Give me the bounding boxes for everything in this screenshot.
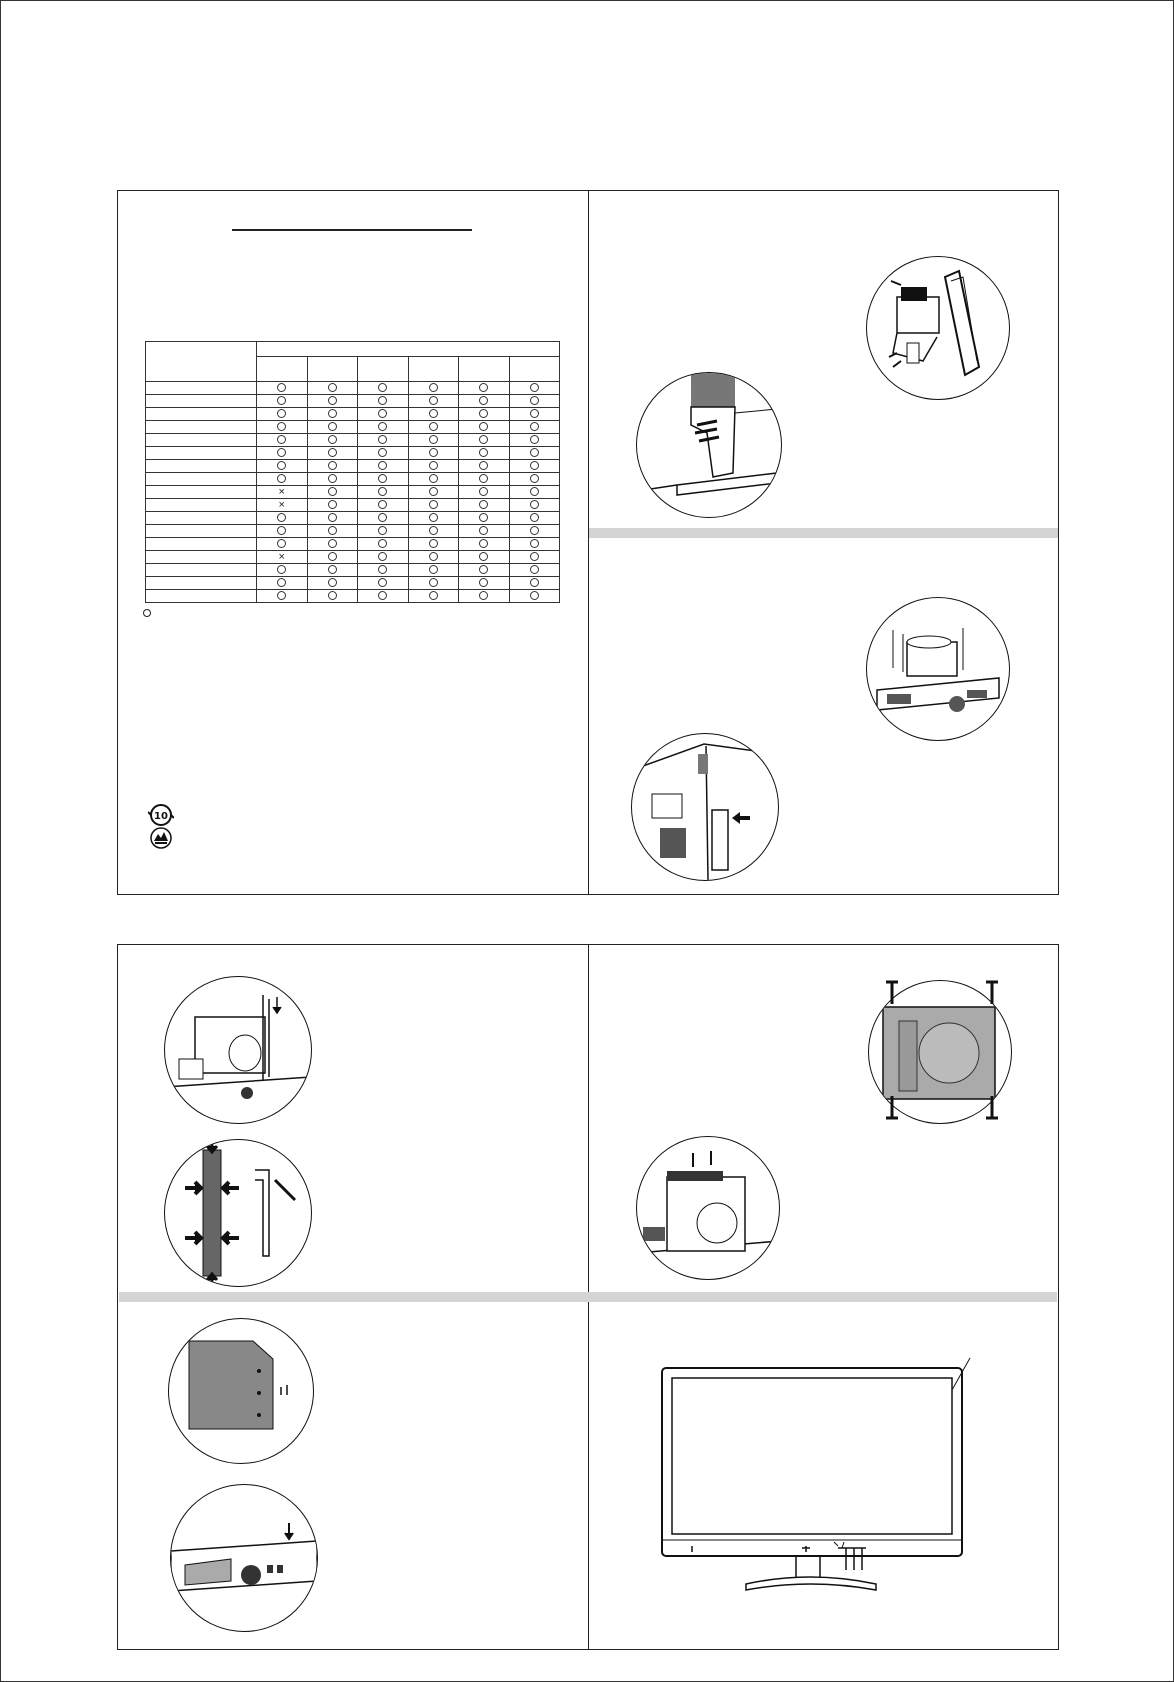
table-cell: [257, 564, 308, 577]
table-cell: [509, 421, 560, 434]
circle-mark-icon: [277, 422, 286, 431]
table-cell: [307, 512, 358, 525]
table-cell: [408, 408, 459, 421]
circle-mark-icon: [479, 500, 488, 509]
table-cell: [509, 473, 560, 486]
table-row-label-cell: [146, 590, 257, 603]
table-cell: [509, 512, 560, 525]
table-cell: [459, 434, 510, 447]
table-cell: [358, 564, 409, 577]
table-row-label-cell: [146, 486, 257, 499]
circle-mark-icon: [429, 513, 438, 522]
circle-mark-icon: [530, 513, 539, 522]
circle-mark-icon: [328, 409, 337, 418]
circle-mark-icon: [378, 461, 387, 470]
circle-mark-icon: [429, 526, 438, 535]
rohs-title-underline: [232, 229, 472, 231]
table-cell: [257, 525, 308, 538]
circle-mark-icon: [378, 487, 387, 496]
circle-mark-icon: [277, 383, 286, 392]
table-cell: [509, 577, 560, 590]
table-cell: [307, 564, 358, 577]
table-cell: [459, 564, 510, 577]
table-row-label-cell: [146, 421, 257, 434]
table-cell: [408, 564, 459, 577]
table-row-label-cell: [146, 512, 257, 525]
table-cell: [358, 395, 409, 408]
table-cell: [257, 395, 308, 408]
circle-mark-icon: [328, 396, 337, 405]
circle-mark-icon: [530, 422, 539, 431]
table-cell: [509, 551, 560, 564]
table-cell: [408, 473, 459, 486]
circle-mark-icon: [479, 474, 488, 483]
table-cell: [459, 525, 510, 538]
circle-mark-icon: [530, 526, 539, 535]
circle-mark-icon: [328, 448, 337, 457]
table-cell: [307, 551, 358, 564]
china-environmental-label-icon: [149, 826, 173, 850]
circle-mark-icon: [328, 500, 337, 509]
table-cell: [257, 447, 308, 460]
circle-mark-icon: [328, 526, 337, 535]
table-cell: [257, 577, 308, 590]
circle-mark-icon: [277, 565, 286, 574]
power-board-illustration: [866, 597, 1010, 741]
table-cell: [257, 590, 308, 603]
circle-mark-icon: [378, 526, 387, 535]
circle-mark-icon: [479, 565, 488, 574]
circle-mark-icon: [530, 539, 539, 548]
circle-mark-icon: [328, 461, 337, 470]
circle-mark-icon: [429, 448, 438, 457]
circle-mark-icon: [479, 552, 488, 561]
table-cell: [307, 434, 358, 447]
circle-mark-icon: [479, 578, 488, 587]
table-cell: [459, 590, 510, 603]
circle-mark-icon: [479, 461, 488, 470]
table-cell: [307, 395, 358, 408]
legend-circle-icon: [143, 609, 151, 617]
table-row-label-cell: [146, 525, 257, 538]
circle-mark-icon: [378, 578, 387, 587]
circle-mark-icon: [277, 474, 286, 483]
circle-mark-icon: [479, 435, 488, 444]
circle-mark-icon: [429, 578, 438, 587]
table-header-group-cell: [257, 342, 560, 357]
table-cell: [257, 499, 308, 512]
table-header-cell: [509, 357, 560, 382]
circle-mark-icon: [277, 396, 286, 405]
table-row: [146, 473, 560, 486]
table-cell: [358, 421, 409, 434]
circle-mark-icon: [530, 552, 539, 561]
table-header-cell: [307, 357, 358, 382]
top-right-band: [589, 528, 1058, 538]
table-cell: [257, 382, 308, 395]
table-cell: [408, 525, 459, 538]
board-screw-illustration: [164, 976, 312, 1124]
circle-mark-icon: [429, 552, 438, 561]
table-cell: [257, 512, 308, 525]
side-panel-insert-illustration: [631, 733, 779, 881]
monitor-front-view: [656, 1350, 996, 1606]
circle-mark-icon: [479, 526, 488, 535]
table-cell: [408, 512, 459, 525]
table-cell: [459, 486, 510, 499]
table-row-label-cell: [146, 395, 257, 408]
circle-mark-icon: [479, 513, 488, 522]
circle-mark-icon: [479, 396, 488, 405]
table-cell: [408, 577, 459, 590]
table-cell: [459, 421, 510, 434]
table-row-label-cell: [146, 564, 257, 577]
table-cell: [509, 525, 560, 538]
table-cell: [459, 512, 510, 525]
circle-mark-icon: [530, 500, 539, 509]
optical-drive-bracket-illustration: [168, 1318, 314, 1464]
table-row: [146, 577, 560, 590]
table-row-label-cell: [146, 408, 257, 421]
circle-mark-icon: [328, 513, 337, 522]
circle-mark-icon: [277, 539, 286, 548]
circle-mark-icon: [429, 461, 438, 470]
rohs-hazardous-substance-table: [145, 341, 560, 603]
table-cell: [257, 473, 308, 486]
table-cell: [307, 538, 358, 551]
table-row-label-cell: [146, 577, 257, 590]
circle-mark-icon: [530, 578, 539, 587]
table-cell: [257, 408, 308, 421]
table-row: [146, 434, 560, 447]
circle-mark-icon: [479, 539, 488, 548]
table-cell: [307, 460, 358, 473]
table-cell: [509, 408, 560, 421]
table-row: [146, 525, 560, 538]
table-cell: [307, 590, 358, 603]
table-cell: [509, 447, 560, 460]
circle-mark-icon: [530, 448, 539, 457]
circle-mark-icon: [429, 565, 438, 574]
circle-mark-icon: [277, 461, 286, 470]
table-cell: [358, 512, 409, 525]
table-cell: [307, 525, 358, 538]
table-cell: [408, 538, 459, 551]
circle-mark-icon: [429, 435, 438, 444]
table-cell: [408, 434, 459, 447]
table-row-label-cell: [146, 447, 257, 460]
table-cell: [307, 577, 358, 590]
circle-mark-icon: [378, 396, 387, 405]
table-cell: [358, 382, 409, 395]
circle-mark-icon: [328, 578, 337, 587]
table-row: [146, 590, 560, 603]
table-cell: [459, 395, 510, 408]
circle-mark-icon: [277, 409, 286, 418]
table-row-label-cell: [146, 538, 257, 551]
table-row: [146, 447, 560, 460]
table-row: [146, 512, 560, 525]
table-header-cell: [257, 357, 308, 382]
table-row: [146, 382, 560, 395]
circle-mark-icon: [378, 591, 387, 600]
cross-mark-icon: ×: [278, 485, 285, 498]
table-cell: [459, 551, 510, 564]
circle-mark-icon: [479, 591, 488, 600]
table-cell: [459, 382, 510, 395]
table-cell: [509, 590, 560, 603]
bottom-band: [119, 1292, 1057, 1302]
efup-logo-text: 10: [154, 811, 168, 822]
table-cell: [257, 486, 308, 499]
table-cell: [509, 460, 560, 473]
table-cell: [307, 486, 358, 499]
circle-mark-icon: [378, 552, 387, 561]
table-cell: [509, 564, 560, 577]
table-cell: [459, 577, 510, 590]
table-cell: [307, 382, 358, 395]
circle-mark-icon: [479, 448, 488, 457]
table-cell: [408, 421, 459, 434]
circle-mark-icon: [530, 591, 539, 600]
circle-mark-icon: [277, 591, 286, 600]
table-row: [146, 538, 560, 551]
cross-mark-icon: ×: [278, 498, 285, 511]
table-cell: [307, 408, 358, 421]
table-cell: [459, 447, 510, 460]
bracket-detail-illustration: [866, 256, 1010, 400]
circle-mark-icon: [429, 487, 438, 496]
circle-mark-icon: [378, 474, 387, 483]
table-cell: [358, 525, 409, 538]
table-cell: [408, 551, 459, 564]
circle-mark-icon: [277, 578, 286, 587]
circle-mark-icon: [378, 513, 387, 522]
table-cell: [408, 395, 459, 408]
circle-mark-icon: [277, 526, 286, 535]
table-cell: [408, 499, 459, 512]
table-cell: [307, 447, 358, 460]
circle-mark-icon: [479, 383, 488, 392]
table-row-label-cell: [146, 473, 257, 486]
table-cell: [307, 499, 358, 512]
table-row: [146, 551, 560, 564]
table-header-cell: [459, 357, 510, 382]
table-header-row: [146, 342, 560, 357]
circle-mark-icon: [328, 474, 337, 483]
circle-mark-icon: [378, 383, 387, 392]
table-cell: [408, 447, 459, 460]
circle-mark-icon: [429, 409, 438, 418]
table-cell: [509, 538, 560, 551]
table-row: [146, 395, 560, 408]
table-cell: [459, 499, 510, 512]
circle-mark-icon: [328, 552, 337, 561]
circle-mark-icon: [378, 435, 387, 444]
table-cell: [408, 486, 459, 499]
table-cell: [408, 382, 459, 395]
table-cell: [358, 473, 409, 486]
table-cell: [358, 551, 409, 564]
table-cell: [509, 382, 560, 395]
table-cell: [257, 460, 308, 473]
table-row: [146, 421, 560, 434]
circle-mark-icon: [378, 539, 387, 548]
circle-mark-icon: [479, 409, 488, 418]
table-cell: [307, 421, 358, 434]
circle-mark-icon: [328, 435, 337, 444]
table-cell: [509, 434, 560, 447]
top-sheet-divider: [588, 191, 589, 894]
table-cell: [358, 460, 409, 473]
table-cell: [408, 460, 459, 473]
table-cell: [358, 447, 409, 460]
memory-module-illustration: [164, 1139, 312, 1287]
table-cell: [509, 499, 560, 512]
table-row-label-cell: [146, 499, 257, 512]
circle-mark-icon: [378, 448, 387, 457]
circle-mark-icon: [277, 513, 286, 522]
circle-mark-icon: [479, 487, 488, 496]
circle-mark-icon: [429, 539, 438, 548]
table-cell: [509, 395, 560, 408]
circle-mark-icon: [530, 409, 539, 418]
table-cell: [358, 408, 409, 421]
table-cell: [307, 473, 358, 486]
table-cell: [459, 460, 510, 473]
table-cell: [408, 590, 459, 603]
circle-mark-icon: [378, 565, 387, 574]
circle-mark-icon: [429, 474, 438, 483]
circle-mark-icon: [429, 396, 438, 405]
cross-mark-icon: ×: [278, 550, 285, 563]
table-row: [146, 408, 560, 421]
circle-mark-icon: [328, 591, 337, 600]
table-cell: [358, 577, 409, 590]
table-row-label-cell: [146, 551, 257, 564]
table-cell: [257, 421, 308, 434]
circle-mark-icon: [378, 422, 387, 431]
circle-mark-icon: [530, 396, 539, 405]
table-row-label-cell: [146, 460, 257, 473]
table-row: [146, 564, 560, 577]
table-cell: [459, 538, 510, 551]
circle-mark-icon: [530, 565, 539, 574]
table-cell: [459, 408, 510, 421]
table-cell: [358, 434, 409, 447]
table-row: [146, 486, 560, 499]
table-header-cell: [146, 342, 257, 382]
circle-mark-icon: [328, 383, 337, 392]
circle-mark-icon: [328, 565, 337, 574]
table-cell: [358, 486, 409, 499]
circle-mark-icon: [378, 500, 387, 509]
table-cell: [509, 486, 560, 499]
table-header-cell: [408, 357, 459, 382]
circle-mark-icon: [328, 422, 337, 431]
table-cell: [358, 499, 409, 512]
hard-drive-install-illustration: [636, 1136, 780, 1280]
table-header-cell: [358, 357, 409, 382]
circle-mark-icon: [378, 409, 387, 418]
table-row-label-cell: [146, 382, 257, 395]
table-cell: [358, 590, 409, 603]
table-row: [146, 460, 560, 473]
table-row-label-cell: [146, 434, 257, 447]
circle-mark-icon: [530, 383, 539, 392]
circle-mark-icon: [479, 422, 488, 431]
stand-screws-illustration: [636, 372, 782, 518]
circle-mark-icon: [429, 500, 438, 509]
circle-mark-icon: [530, 487, 539, 496]
table-row: [146, 499, 560, 512]
circle-mark-icon: [429, 383, 438, 392]
efup-10-logo: [148, 802, 174, 828]
circle-mark-icon: [530, 461, 539, 470]
circle-mark-icon: [429, 591, 438, 600]
table-cell: [358, 538, 409, 551]
screw-icon: [882, 978, 1002, 1122]
table-cell: [257, 434, 308, 447]
circle-mark-icon: [429, 422, 438, 431]
optical-drive-screw-illustration: [170, 1484, 318, 1632]
circle-mark-icon: [328, 539, 337, 548]
circle-mark-icon: [277, 448, 286, 457]
circle-mark-icon: [328, 487, 337, 496]
table-cell: [257, 551, 308, 564]
circle-mark-icon: [530, 435, 539, 444]
table-cell: [257, 538, 308, 551]
circle-mark-icon: [530, 474, 539, 483]
circle-mark-icon: [277, 435, 286, 444]
table-cell: [459, 473, 510, 486]
